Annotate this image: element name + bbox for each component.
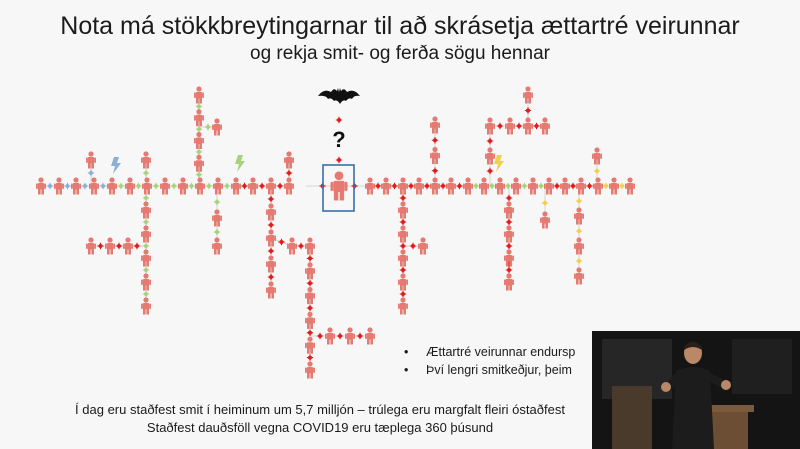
mutation-marker xyxy=(391,183,397,189)
mutation-marker xyxy=(432,137,438,143)
mutation-marker xyxy=(497,123,503,129)
speaker-video xyxy=(592,331,800,449)
mutation-marker xyxy=(268,274,274,280)
mutation-marker xyxy=(116,243,122,249)
person-icon xyxy=(54,177,64,194)
person-icon xyxy=(495,177,505,194)
person-icon xyxy=(325,327,335,344)
mutation-marker xyxy=(619,183,625,189)
mutation-marker xyxy=(400,243,406,249)
mutation-marker xyxy=(205,124,211,130)
mutation-marker xyxy=(143,195,149,201)
person-icon xyxy=(125,177,135,194)
mutation-marker xyxy=(214,199,220,205)
mutation-marker xyxy=(594,168,600,174)
person-icon xyxy=(398,297,408,314)
question-mark: ? xyxy=(332,127,346,152)
person-icon xyxy=(105,237,115,254)
mutation-marker xyxy=(143,219,149,225)
bullet-item: • Því lengri smitkeðjur, þeim xyxy=(400,361,600,379)
person-icon xyxy=(195,177,205,194)
tree-annotations xyxy=(111,88,504,211)
mutation-marker xyxy=(135,183,141,189)
mutation-marker xyxy=(307,354,313,360)
mutation-marker xyxy=(603,183,609,189)
mutation-marker xyxy=(143,170,149,176)
mutation-marker xyxy=(143,267,149,273)
person-icon xyxy=(446,177,456,194)
mutation-marker xyxy=(268,248,274,254)
mutation-marker xyxy=(307,330,313,336)
person-icon xyxy=(86,237,96,254)
mutation-marker xyxy=(307,280,313,286)
mutation-marker xyxy=(277,183,283,189)
mutation-marker xyxy=(400,267,406,273)
mutation-marker xyxy=(268,196,274,202)
bullet-item: • Ættartré veirunnar endursp xyxy=(400,343,600,361)
person-icon xyxy=(212,237,222,254)
mutation-marker xyxy=(570,183,576,189)
mutation-marker xyxy=(506,267,512,273)
person-icon xyxy=(365,177,375,194)
lightning-icon xyxy=(111,157,121,174)
footer-confirmed-deaths: Staðfest dauðsföll vegna COVID19 eru tæplega 360 þúsund xyxy=(146,420,494,435)
person-icon xyxy=(381,177,391,194)
person-icon xyxy=(345,327,355,344)
person-icon xyxy=(142,177,152,194)
person-icon xyxy=(178,177,188,194)
mutation-marker xyxy=(505,183,511,189)
mutation-marker xyxy=(410,243,416,249)
mutation-marker xyxy=(64,183,70,189)
mutation-marker xyxy=(538,183,544,189)
slide-title: Nota má stökkbreytingarnar til að skrásetja ættartré veirunnar xyxy=(60,12,740,40)
person-icon xyxy=(71,177,81,194)
mutation-marker xyxy=(400,195,406,201)
person-icon xyxy=(331,171,348,200)
mutation-marker xyxy=(456,183,462,189)
mutation-marker xyxy=(317,333,323,339)
mutation-marker xyxy=(424,183,430,189)
mutation-marker xyxy=(196,149,202,155)
mutation-marker xyxy=(336,117,342,123)
mutation-marker xyxy=(97,243,103,249)
mutation-marker xyxy=(337,333,343,339)
mutation-marker xyxy=(375,183,381,189)
mutation-marker xyxy=(516,123,522,129)
mutation-marker xyxy=(268,222,274,228)
mutation-marker xyxy=(487,168,493,174)
person-icon xyxy=(505,117,515,134)
mutation-marker xyxy=(336,157,342,163)
lightning-icon xyxy=(235,155,245,172)
mutation-marker xyxy=(506,219,512,225)
mutation-marker xyxy=(307,255,313,261)
mutation-marker xyxy=(473,183,479,189)
mutation-marker xyxy=(400,291,406,297)
mutation-marker xyxy=(259,183,265,189)
lightning-icon xyxy=(494,155,504,172)
mutation-marker xyxy=(196,171,202,177)
person-icon xyxy=(511,177,521,194)
mutation-marker xyxy=(143,243,149,249)
person-icon xyxy=(625,177,635,194)
person-icon xyxy=(123,237,133,254)
mutation-marker xyxy=(88,170,94,176)
person-icon xyxy=(287,237,297,254)
bat-icon xyxy=(318,88,360,104)
mutation-marker xyxy=(432,168,438,174)
mutation-marker xyxy=(533,123,539,129)
person-icon xyxy=(284,177,294,194)
mutation-marker xyxy=(100,183,106,189)
person-icon xyxy=(36,177,46,194)
person-icon xyxy=(560,177,570,194)
mutation-marker xyxy=(171,183,177,189)
mutation-marker xyxy=(214,229,220,235)
mutation-marker xyxy=(241,183,247,189)
mutation-marker xyxy=(576,198,582,204)
person-icon xyxy=(414,177,424,194)
mutation-marker xyxy=(307,305,313,311)
mutation-marker xyxy=(188,183,194,189)
person-icon xyxy=(540,211,550,228)
mutation-marker xyxy=(576,258,582,264)
person-icon xyxy=(248,177,258,194)
mutation-marker xyxy=(118,183,124,189)
mutation-marker xyxy=(506,243,512,249)
person-icon xyxy=(107,177,117,194)
person-icon xyxy=(609,177,619,194)
person-icon xyxy=(213,177,223,194)
person-icon xyxy=(528,177,538,194)
mutation-marker xyxy=(440,183,446,189)
mutation-marker xyxy=(286,170,292,176)
mutation-marker xyxy=(153,183,159,189)
mutation-marker xyxy=(487,138,493,144)
mutation-marker xyxy=(586,183,592,189)
person-icon xyxy=(212,118,222,135)
mutation-marker xyxy=(400,219,406,225)
person-icon xyxy=(365,327,375,344)
mutation-marker xyxy=(82,183,88,189)
footer-confirmed-cases: Í dag eru staðfest smit í heiminum um 5,7 milljón – trúlega eru margfalt fleiri óstaðfest xyxy=(75,402,565,417)
mutation-marker xyxy=(525,107,531,113)
mutation-marker xyxy=(521,183,527,189)
person-icon xyxy=(418,237,428,254)
person-icon xyxy=(504,273,514,290)
person-icon xyxy=(576,177,586,194)
mutation-marker xyxy=(542,200,548,206)
mutation-marker xyxy=(408,183,414,189)
mutation-marker xyxy=(196,103,202,109)
mutation-marker xyxy=(143,291,149,297)
mutation-marker xyxy=(134,243,140,249)
person-icon xyxy=(141,297,151,314)
person-icon xyxy=(540,117,550,134)
person-icon xyxy=(430,177,440,194)
person-icon xyxy=(231,177,241,194)
person-icon xyxy=(160,177,170,194)
person-icon xyxy=(266,281,276,298)
mutation-marker xyxy=(206,183,212,189)
person-icon xyxy=(574,267,584,284)
mutation-marker xyxy=(554,183,560,189)
slide-subtitle: og rekja smit- og ferða sögu hennar xyxy=(250,43,550,64)
person-icon xyxy=(593,177,603,194)
mutation-marker xyxy=(278,239,284,245)
person-icon xyxy=(305,361,315,378)
mutation-marker xyxy=(506,195,512,201)
mutation-marker xyxy=(47,183,53,189)
mutation-marker xyxy=(357,333,363,339)
person-icon xyxy=(523,117,533,134)
person-icon xyxy=(463,177,473,194)
bullet-list xyxy=(400,343,600,379)
mutation-marker xyxy=(224,183,230,189)
mutation-marker xyxy=(576,228,582,234)
person-icon xyxy=(479,177,489,194)
mutation-marker xyxy=(298,243,304,249)
